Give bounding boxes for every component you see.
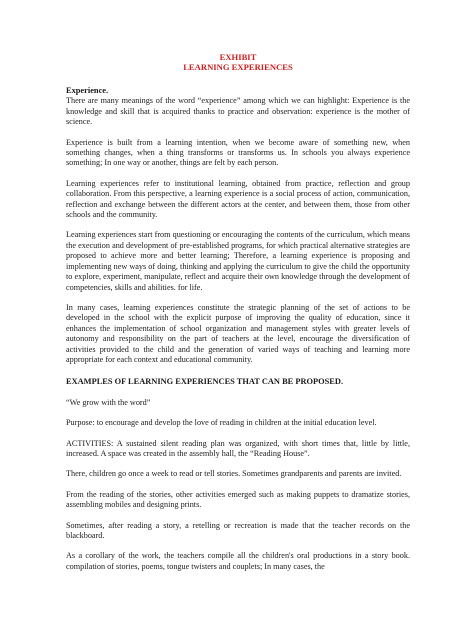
paragraph-1: There are many meanings of the word “experience” among which we can highlight: Experience is the knowledge and skill that is acquired thanks to practice and observation: experience is the mother of science. <box>66 96 410 127</box>
document-title-exhibit: EXHIBIT <box>219 52 257 62</box>
document-title-learning-experiences: LEARNING EXPERIENCES <box>183 62 293 72</box>
paragraph-3: Learning experiences refer to institutional learning, obtained from practice, reflection and group collaboration. From this perspective, a learning experience is a social process of action, communication, reflection and exchange between the different actors at the center, and between them, those from other schools and the community. <box>66 178 410 220</box>
example-purpose: Purpose: to encourage and develop the love of reading in children at the initial education level. <box>66 418 377 428</box>
example-paragraph-7: As a corollary of the work, the teachers compile all the children's oral productions in a story book. compilation of stories, poems, tongue twisters and couplets; In many cases, the <box>66 551 410 571</box>
paragraph-4: Learning experiences start from questioning or encouraging the contents of the curriculum, which means the execution and development of pre-established programs, for which practical alternative strategies are proposed to achieve more and better learning; Therefore, a learning experience is proposing and implementing new ways of doing, thinking and applying the curriculum to give the child the opportunity to explore, experiment, manipulate, reflect and acquire their own knowledge through the development of competencies, skills and abilities. for life. <box>66 230 410 292</box>
example-title: “We grow with the word” <box>66 397 151 407</box>
paragraph-5: In many cases, learning experiences constitute the strategic planning of the set of actions to be developed in the school with the explicit purpose of improving the quality of education, since it enhances the implementation of school organization and management styles with greater levels of autonomy and responsibility on the part of teachers at the level, encourage the diversification of activities provided to the child and the generation of varied ways of teaching and learning more appropriate for each context and educational community. <box>66 302 410 364</box>
example-activities: ACTIVITIES: A sustained silent reading plan was organized, with short times that, little by little, increased. A space was created in the assembly hall, the “Reading House”. <box>66 438 410 458</box>
examples-heading: EXAMPLES OF LEARNING EXPERIENCES THAT CAN BE PROPOSED. <box>66 377 344 387</box>
section-heading-experience: Experience. <box>66 86 109 95</box>
paragraph-2: Experience is built from a learning intention, when we become aware of something new, when something changes, when a thing transforms or transforms us. In schools you always experience something; In one way or another, things are felt by each person. <box>66 137 410 168</box>
example-paragraph-6: Sometimes, after reading a story, a retelling or recreation is made that the teacher records on the blackboard. <box>66 520 410 540</box>
example-paragraph-5: From the reading of the stories, other activities emerged such as making puppets to dramatize stories, assembling mobiles and designing prints. <box>66 489 410 510</box>
example-paragraph-4: There, children go once a week to read or tell stories. Sometimes grandparents and parents are invited. <box>66 469 402 479</box>
